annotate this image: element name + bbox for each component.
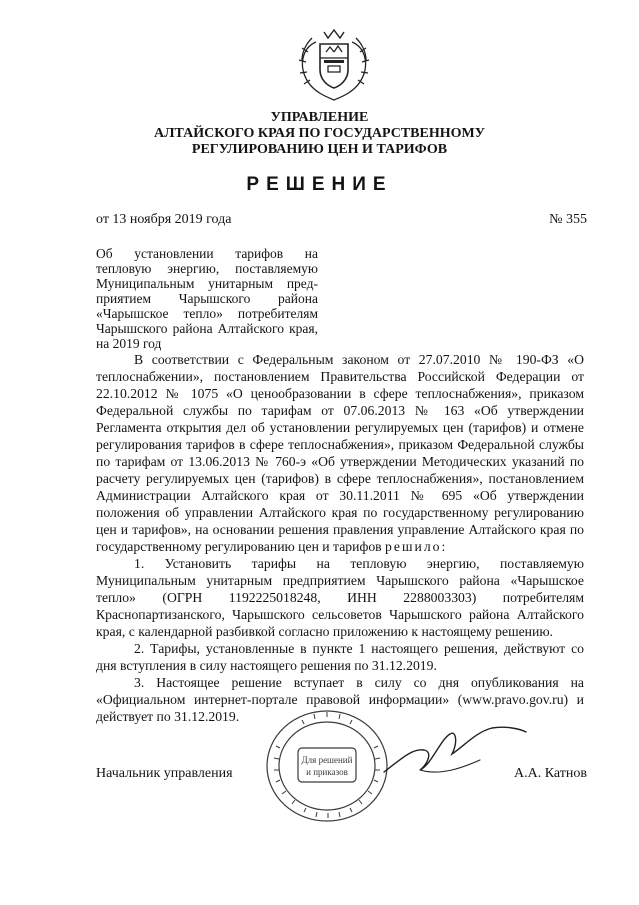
coat-of-arms-emblem <box>290 22 378 102</box>
document-date: от 13 ноября 2019 года <box>96 212 232 227</box>
item-1-paragraph: 1. Установить тарифы на тепловую энергию, поставляемую Муниципальным унитарным предприятием Чарышского района «Чарышское тепло» (ОГРН 1192225018248, ИНН 2288003303) потребителям Краснопартизанского, Чарышского сельсоветов Чарышского района Алтайского края, с календарной разбивкой согласно приложению к настоящему решению. <box>96 556 584 639</box>
document-title: РЕШЕНИЕ <box>246 174 393 195</box>
signatory-position: Начальник управления <box>96 766 233 781</box>
authority-name-line-1: УПРАВЛЕНИЕ <box>270 110 369 125</box>
authority-name-line-2: АЛТАЙСКОГО КРАЯ ПО ГОСУДАРСТВЕННОМУ <box>154 126 485 141</box>
decided-word: решило: <box>385 539 448 554</box>
stamp-text-line-2: и приказов <box>306 767 348 777</box>
stamp-text-line-1: Для решений <box>301 755 353 765</box>
preamble-text: В соответствии с Федеральным законом от 27.07.2010 № 190-ФЗ «О теплоснабжении», постановлением Правительства Российской Федерации от 22.10.2012 № 1075 «О ценообразовании в сфере теплоснабжения», приказом Федеральной службы по тарифам от 07.06.2013 № 163 «Об утверждении Регламента открытия дел об установлении регулируемых цен (тарифов) и отмене регулирования тарифов в сфере теплоснабжения», приказом Федеральной службы по тарифам от 13.06.2013 № 760-э «Об утверждении Методических указаний по расчету регулируемых цен (тарифов) в сфере теплоснабжения», постановлением Администрации Алтайского края от 30.11.2011 № 695 «Об утверждении положения об управлении Алтайского края по государственному регулированию цен и тарифов», на основании решения правления управление Алтайского края по государственному регулированию цен и тарифов <box>96 352 584 554</box>
item-3-paragraph: 3. Настоящее решение вступает в силу со дня опубликования на «Официальном интернет-портале правовой информации» (www.pravo.gov.ru) и действует по 31.12.2019. <box>96 675 584 724</box>
handwritten-signature <box>380 720 530 790</box>
document-subject: Об установлении тарифов на тепловую энергию, поставляемую Муниципальным унитарным пред-приятием Чарышского района «Чарышское тепло» потребителям Чарышского района Алтайского края, на 2019 год <box>96 246 318 351</box>
preamble-paragraph <box>96 351 584 555</box>
item-2-paragraph: 2. Тарифы, установленные в пункте 1 настоящего решения, действуют со дня вступления в силу настоящего решения по 31.12.2019. <box>96 641 584 673</box>
document-body <box>96 351 584 725</box>
authority-name-line-3: РЕГУЛИРОВАНИЮ ЦЕН И ТАРИФОВ <box>191 142 448 157</box>
signatory-name: А.А. Катнов <box>514 766 587 781</box>
document-number: № 355 <box>549 212 587 227</box>
official-stamp <box>262 706 392 826</box>
